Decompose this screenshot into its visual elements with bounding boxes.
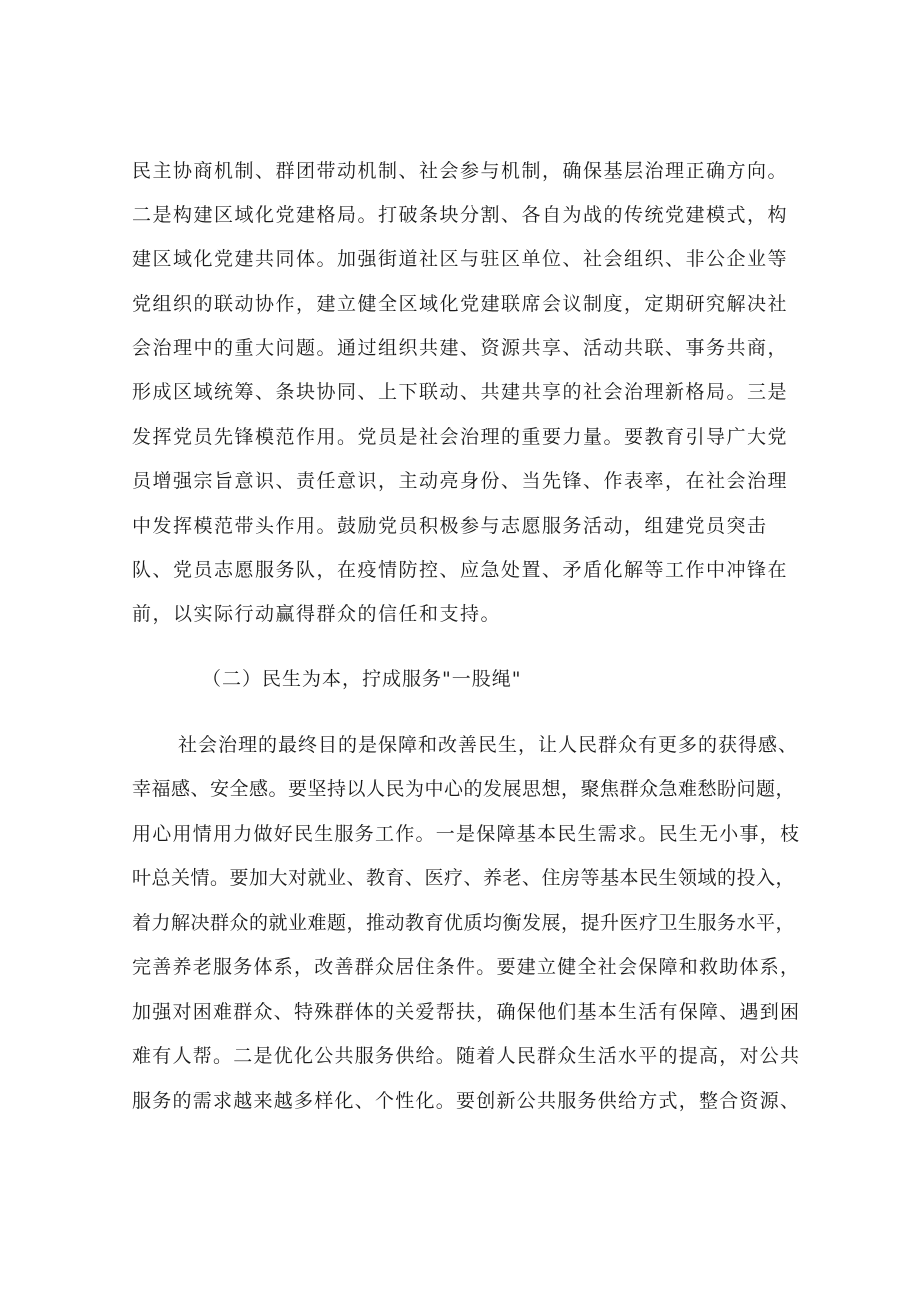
text-line: 民主协商机制、群团带动机制、社会参与机制，确保基层治理正确方向。 [132, 160, 789, 182]
text-line: 中发挥模范带头作用。鼓励党员积极参与志愿服务活动，组建党员突击 [132, 515, 768, 537]
text-line: 二是构建区域化党建格局。打破条块分割、各自为战的传统党建模式，构 [132, 204, 789, 226]
text-line: 党组织的联动协作，建立健全区域化党建联席会议制度，定期研究解决社 [132, 293, 789, 315]
text-line: 建区域化党建共同体。加强街道社区与驻区单位、社会组织、非公企业等 [132, 248, 789, 270]
text-line: 加强对困难群众、特殊群体的关爱帮扶，确保他们基本生活有保障、遇到困 [132, 1001, 801, 1023]
text-line: 形成区域统筹、条块协同、上下联动、共建共享的社会治理新格局。三是 [132, 381, 789, 403]
text-line: 难有人帮。二是优化公共服务供给。随着人民群众生活水平的提高，对公共 [132, 1045, 801, 1067]
text-line: 用心用情用力做好民生服务工作。一是保障基本民生需求。民生无小事，枝 [132, 823, 801, 845]
text-line: 前，以实际行动赢得群众的信任和支持。 [132, 603, 502, 625]
text-line: 会治理中的重大问题。通过组织共建、资源共享、活动共联、事务共商， [132, 337, 789, 359]
text-line: 服务的需求越来越多样化、个性化。要创新公共服务供给方式，整合资源、 [132, 1090, 801, 1112]
text-line: 队、党员志愿服务队，在疫情防控、应急处置、矛盾化解等工作中冲锋在 [132, 559, 789, 581]
section-heading: （二）民生为本，拧成服务"一股绳" [202, 668, 522, 690]
text-line: 幸福感、安全感。要坚持以人民为中心的发展思想，聚焦群众急难愁盼问题， [132, 778, 796, 800]
text-line: 社会治理的最终目的是保障和改善民生，让人民群众有更多的获得感、 [178, 734, 799, 756]
text-line: 员增强宗旨意识、责任意识，主动亮身份、当先锋、作表率，在社会治理 [132, 470, 789, 492]
text-line: 叶总关情。要加大对就业、教育、医疗、养老、住房等基本民生领域的投入， [132, 867, 796, 889]
text-line: 完善养老服务体系，改善群众居住条件。要建立健全社会保障和救助体系， [132, 956, 801, 978]
text-line: 着力解决群众的就业难题，推动教育优质均衡发展，提升医疗卫生服务水平， [132, 912, 796, 934]
text-line: 发挥党员先锋模范作用。党员是社会治理的重要力量。要教育引导广大党 [132, 426, 789, 448]
